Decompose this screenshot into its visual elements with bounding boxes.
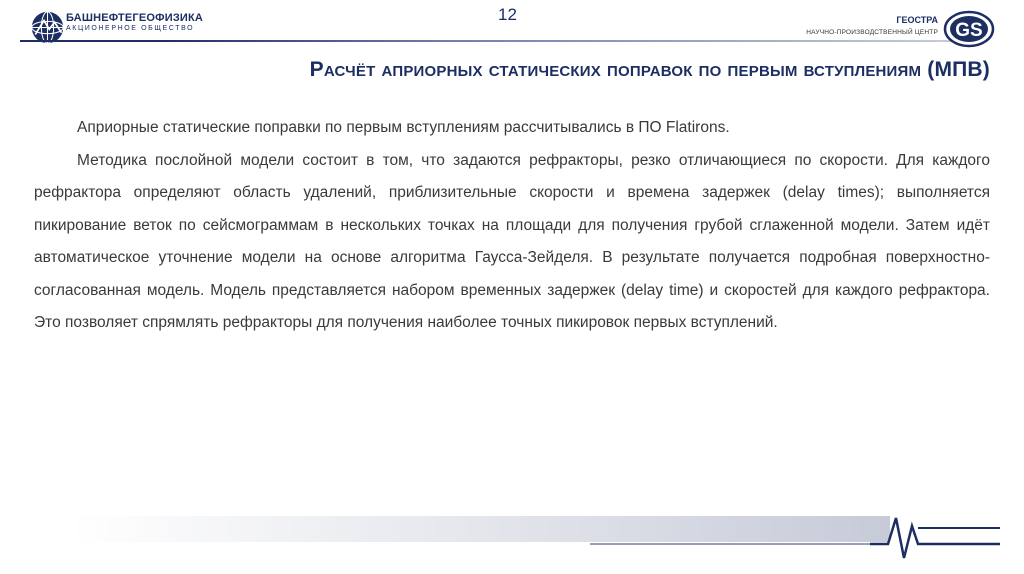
slide-content (34, 112, 990, 340)
brand-right (806, 15, 938, 36)
right-company-name: ГЕОСТРА (896, 15, 938, 25)
paragraph-2: Методика послойной модели состоит в том, что задаются рефракторы, резко отличающиеся по скорости. Для каждого рефрактора определяют область удалений, приблизительные скорости и времена задержек (delay times); выполняется пикирование веток по сейсмограммам в нескольких точках на площади для получения грубой сглаженной модели. Затем идёт автоматическое уточнение модели на основе алгоритма Гаусса-Зейделя. В результате получается подробная поверхностно-согласованная модель. Модель представляется набором временных задержек (delay time) и скоростей для каждого рефрактора. Это позволяет спрямлять рефракторы для получения наиболее точных пикировок первых вступлений. (34, 151, 990, 331)
slide-title: Расчёт априорных статических поправок по первым вступлениям (МПВ) (309, 58, 990, 81)
left-company-subtitle: АКЦИОНЕРНОЕ ОБЩЕСТВО (66, 25, 195, 32)
right-logo-text: GS (955, 20, 983, 41)
page-number: 12 (498, 5, 517, 24)
header-divider (20, 40, 966, 42)
brand-left (66, 12, 203, 32)
footer-wave-decoration (0, 508, 1024, 568)
left-company-name: БАШНЕФТЕГЕОФИЗИКА (66, 12, 204, 24)
paragraph-1: Априорные статические поправки по первым вступлениям рассчитывались в ПО Flatirons. (77, 119, 730, 136)
geostra-logo-icon (943, 10, 995, 48)
right-company-subtitle: НАУЧНО-ПРОИЗВОДСТВЕННЫЙ ЦЕНТР (806, 29, 938, 36)
